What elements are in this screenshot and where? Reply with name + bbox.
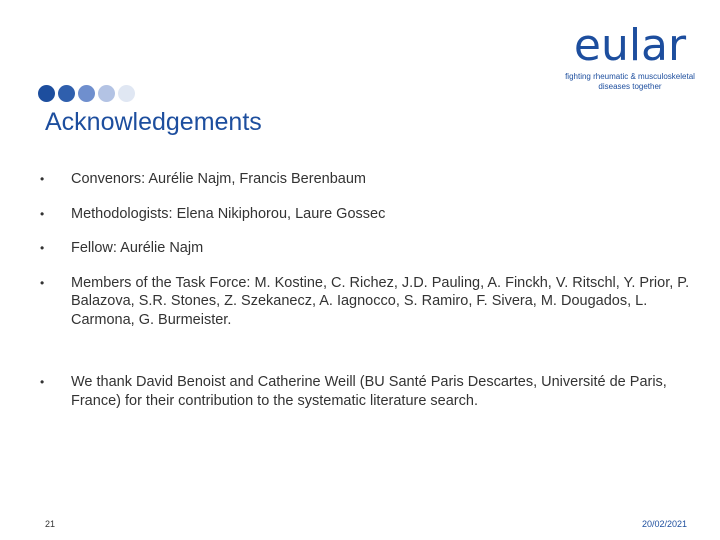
bullet-text: Methodologists: Elena Nikiphorou, Laure Gossec: [71, 205, 386, 222]
bullet-text: We thank David Benoist and Catherine Weill (BU Santé Paris Descartes, Université de Paris, France) for their contribution to the systematic literature search.: [71, 374, 667, 409]
list-item: [40, 205, 700, 224]
bullet-text: Fellow: Aurélie Najm: [71, 240, 204, 256]
bullet-marker: •: [40, 172, 45, 186]
acknowledgement-list: [40, 170, 700, 410]
slide-title: Acknowledgements: [45, 108, 262, 136]
bullet-marker: •: [40, 275, 45, 290]
dot-1: [38, 85, 55, 102]
dot-2: [58, 85, 75, 102]
footer-date: 20/02/2021: [641, 519, 687, 529]
list-item: [40, 170, 700, 189]
decorative-dots: [38, 85, 135, 102]
bullet-marker: •: [40, 375, 45, 389]
bullet-text: Convenors: Aurélie Najm, Francis Berenbaum: [71, 171, 366, 187]
bullet-marker: •: [40, 206, 45, 221]
logo-wordmark: eular: [573, 20, 687, 71]
list-item: [40, 373, 700, 410]
page-number: 21: [45, 519, 56, 529]
dot-3: [78, 85, 95, 102]
eular-logo: [560, 22, 700, 92]
bullet-text: Members of the Task Force: M. Kostine, C. Richez, J.D. Pauling, A. Finckh, V. Ritschl, Y. Prior, P. Balazova, S.R. Stones, Z. Szekanecz, A. Iagnocco, S. Ramiro, F. Sivera, M. Dougados, L. Carmona, G. Burmeister.: [71, 274, 690, 328]
logo-tagline-line-2: diseases together: [598, 82, 662, 91]
list-item: [40, 274, 700, 330]
logo-tagline-line-1: fighting rheumatic & musculoskeletal: [565, 72, 695, 81]
dot-4: [98, 85, 115, 102]
list-item: [40, 239, 700, 258]
dot-5: [118, 85, 135, 102]
bullet-marker: •: [40, 241, 45, 255]
